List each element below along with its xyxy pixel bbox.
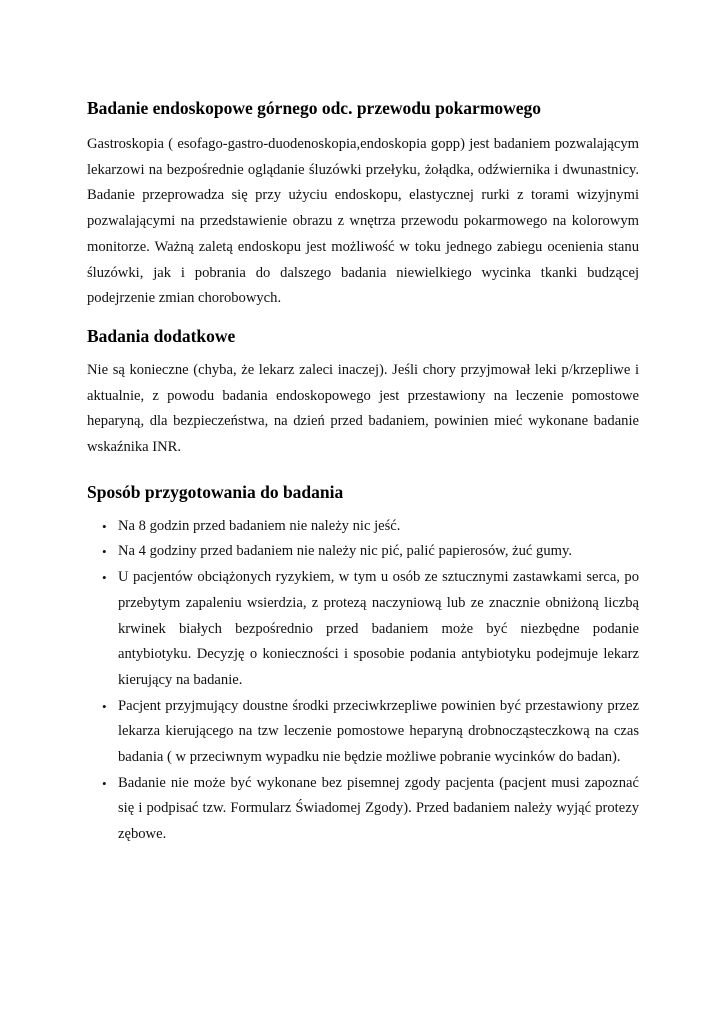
bullet-icon: • <box>102 775 107 791</box>
preparation-list <box>87 514 639 848</box>
list-item-text: Na 4 godziny przed badaniem nie należy nic pić, palić papierosów, żuć gumy. <box>118 543 572 560</box>
document-page <box>87 96 639 848</box>
list-item <box>102 565 639 694</box>
list-item-text: U pacjentów obciążonych ryzykiem, w tym u osób ze sztucznymi zastawkami serca, po przebytym zapaleniu wsierdzia, z protezą naczyniową lub ze znacznie obniżoną liczbą krwinek białych bezpośrednio przed badaniem może być niezbędne podanie antybiotyku. Decyzję o konieczności i sposobie podania antybiotyku podejmuje lekarz kierujący na badanie. <box>118 569 639 688</box>
list-item-text: Pacjent przyjmujący doustne środki przeciwkrzepliwe powinien być przestawiony przez lekarza kierującego na tzw leczenie pomostowe heparyną drobnocząsteczkową na czas badania ( w przeciwnym wypadku nie będzie możliwe pobranie wycinków do badan). <box>118 697 639 766</box>
additional-tests-paragraph: Nie są konieczne (chyba, że lekarz zaleci inaczej). Jeśli chory przyjmował leki p/krzepliwe i aktualnie, z powodu badania endoskopowego jest przestawiony na leczenie pomostowe heparyną, dla bezpieczeństwa, na dzień przed badaniem, powinien mieć wykonane badanie wskaźnika INR. <box>87 361 639 456</box>
bullet-icon: • <box>102 544 107 560</box>
bullet-icon: • <box>102 698 107 714</box>
bullet-icon: • <box>102 518 107 534</box>
section-heading-additional-tests: Badania dodatkowe <box>87 325 236 346</box>
list-item <box>102 539 639 565</box>
intro-paragraph: Gastroskopia ( esofago-gastro-duodenoskopia,endoskopia gopp) jest badaniem pozwalającym lekarzowi na bezpośrednie oglądanie śluzówki przełyku, żołądka, odźwiernika i dwunastnicy. Badanie przeprowadza się przy użyciu endoskopu, elastycznej rurki z torami wizyjnymi pozwalającymi na przedstawienie obrazu z wnętrza przewodu pokarmowego na kolorowym monitorze. Ważną zaletą endoskopu jest możliwość w toku jednego zabiegu ocenienia stanu śluzówki, jak i pobrania do dalszego badania niewielkiego wycinka tkanki budzącej podejrzenie zmian chorobowych. <box>87 136 639 307</box>
section-heading-preparation: Sposób przygotowania do badania <box>87 481 344 502</box>
list-item <box>102 694 639 771</box>
list-item <box>102 514 639 540</box>
list-item-text: Badanie nie może być wykonane bez pisemnej zgody pacjenta (pacjent musi zapoznać się i podpisać tzw. Formularz Świadomej Zgody). Przed badaniem należy wyjąć protezy zębowe. <box>118 774 639 843</box>
list-item-text: Na 8 godzin przed badaniem nie należy nic jeść. <box>118 517 401 534</box>
bullet-icon: • <box>102 570 107 586</box>
list-item <box>102 771 639 848</box>
document-title: Badanie endoskopowe górnego odc. przewodu pokarmowego <box>87 98 542 118</box>
